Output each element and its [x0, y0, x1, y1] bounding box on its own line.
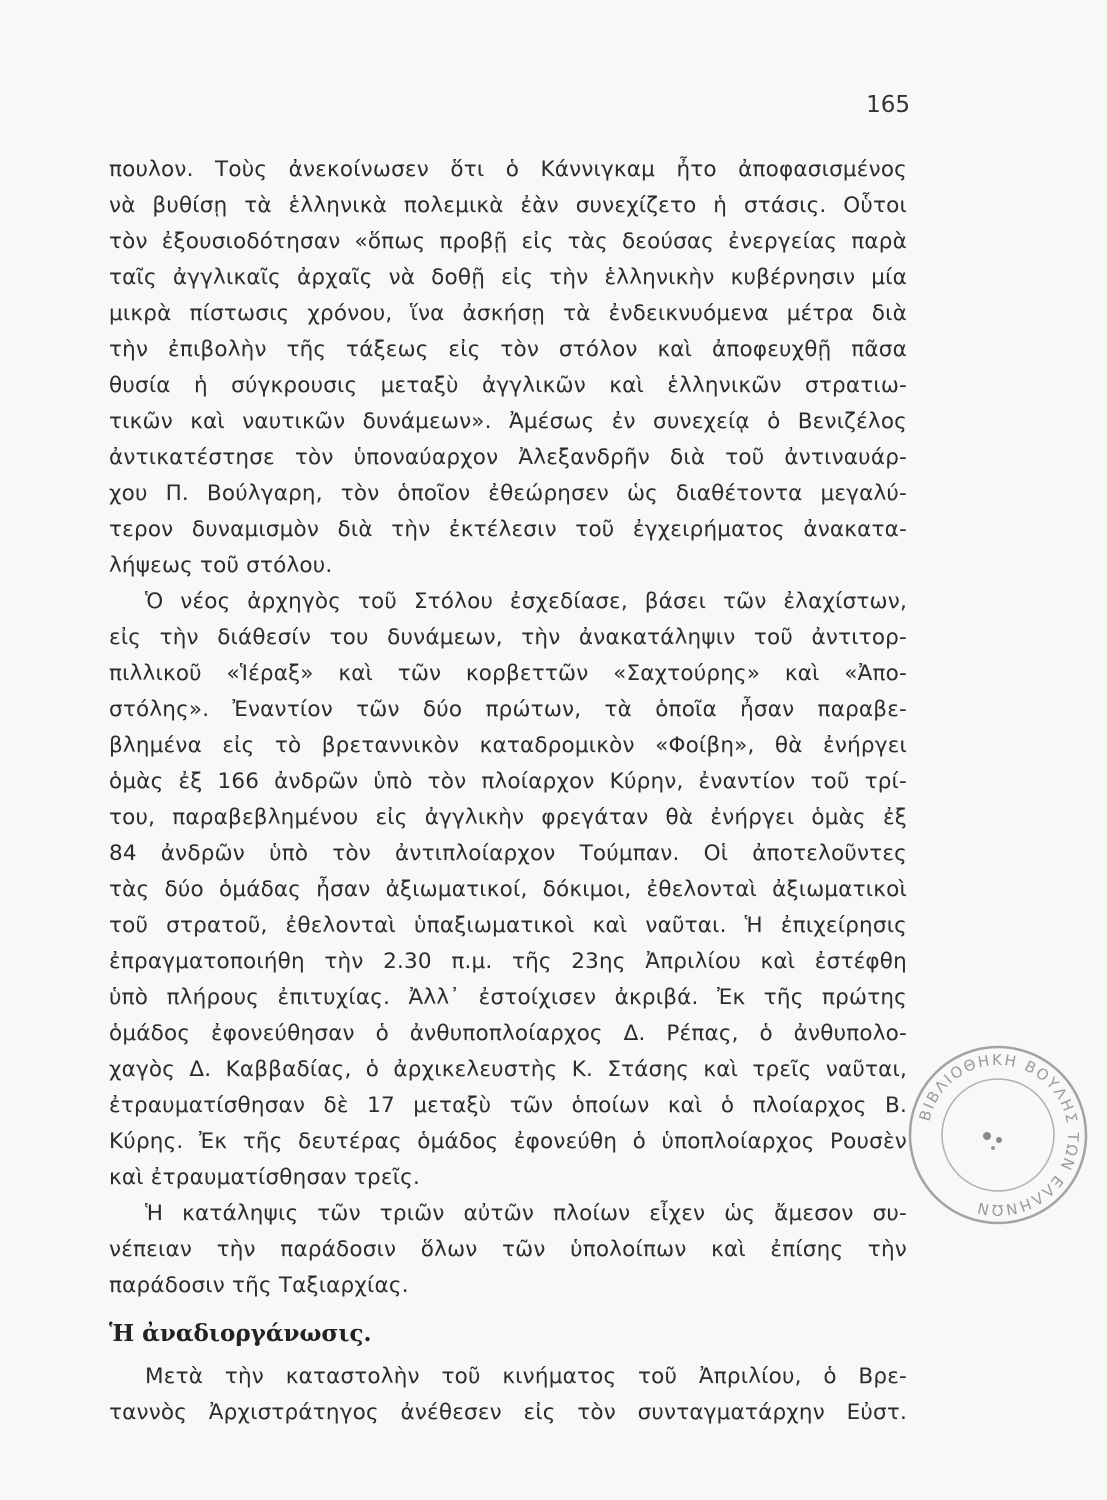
text-line: βλημένα εἰς τὸ βρεταννικὸν καταδρομικὸν «Φοίβη», θὰ ἐνήργει	[109, 733, 907, 758]
text-line: Ἡ κατάληψις τῶν τριῶν αὐτῶν πλοίων εἶχεν ὡς ἄμεσον συ-	[145, 1201, 907, 1226]
text-line: χαγὸς Δ. Καββαδίας, ὁ ἀρχικελευστὴς Κ. Στάσης καὶ τρεῖς ναῦται,	[109, 1057, 907, 1082]
text-line: ταῖς ἀγγλικαῖς ἀρχαῖς νὰ δοθῇ εἰς τὴν ἑλληνικὴν κυβέρνησιν μία	[109, 265, 907, 290]
text-line: νέπειαν τὴν παράδοσιν ὅλων τῶν ὑπολοίπων καὶ ἐπίσης τὴν	[109, 1237, 907, 1262]
page-number: 165	[866, 92, 910, 118]
stamp-inner-ring	[942, 1079, 1054, 1191]
text-line: νὰ βυθίσῃ τὰ ἑλληνικὰ πολεμικὰ ἐὰν συνεχίζετο ἡ στάσις. Οὗτοι	[109, 193, 907, 218]
text-line: μικρὰ πίστωσις χρόνου, ἵνα ἀσκήσῃ τὰ ἐνδεικνυόμενα μέτρα διὰ	[109, 301, 907, 326]
text-line: χου Π. Βούλγαρη, τὸν ὁποῖον ἐθεώρησεν ὡς διαθέτοντα μεγαλύ-	[109, 481, 907, 506]
text-line: 84 ἀνδρῶν ὑπὸ τὸν ἀντιπλοίαρχον Τούμπαν. Οἱ ἀποτελοῦντες	[109, 841, 907, 866]
text-line: τικῶν καὶ ναυτικῶν δυνάμεων». Ἀμέσως ἐν συνεχείᾳ ὁ Βενιζέλος	[109, 409, 907, 434]
stamp-text: ΒΙΒΛΙΟΘΗΚΗ ΒΟΥΛΗΣ ΤΩΝ ΕΛΛΗΝΩΝ	[915, 1050, 1083, 1220]
text-line: ταννὸς Ἀρχιστράτηγος ἀνέθεσεν εἰς τὸν συνταγματάρχην Εὐστ.	[109, 1400, 907, 1425]
text-line: καὶ ἐτραυματίσθησαν τρεῖς.	[109, 1165, 421, 1190]
text-line: πιλλικοῦ «Ἱέραξ» καὶ τῶν κορβεττῶν «Σαχτούρης» καὶ «Ἀπο-	[109, 661, 907, 686]
text-line: ὁμάδος ἐφονεύθησαν ὁ ἀνθυποπλοίαρχος Δ. Ρέπας, ὁ ἀνθυπολο-	[109, 1021, 907, 1046]
text-line: εἰς τὴν διάθεσίν του δυνάμεων, τὴν ἀνακατάληψιν τοῦ ἀντιτορ-	[109, 625, 907, 650]
text-line: τὰς δύο ὁμάδας ἦσαν ἀξιωματικοί, δόκιμοι, ἐθελονταὶ ἀξιωματικοὶ	[109, 877, 907, 902]
text-line: πουλον. Τοὺς ἀνεκοίνωσεν ὅτι ὁ Κάννιγκαμ ἦτο ἀποφασισμένος	[109, 157, 907, 182]
text-line: του, παραβεβλημένου εἰς ἀγγλικὴν φρεγάταν θὰ ἐνήργει ὁμὰς ἐξ	[109, 805, 907, 830]
text-line: ἀντικατέστησε τὸν ὑποναύαρχον Ἀλεξανδρῆν διὰ τοῦ ἀντιναυάρ-	[109, 445, 907, 470]
text-line: ὑπὸ πλήρους ἐπιτυχίας. Ἀλλ᾽ ἐστοίχισεν ἀκριβά. Ἐκ τῆς πρώτης	[109, 985, 907, 1010]
stamp-emblem	[983, 1132, 991, 1140]
library-stamp	[903, 1040, 1093, 1230]
text-line: Κύρης. Ἐκ τῆς δευτέρας ὁμάδος ἐφονεύθη ὁ ὑποπλοίαρχος Ρουσὲν	[109, 1129, 907, 1154]
stamp-outer-ring	[910, 1047, 1086, 1223]
text-line: Ὁ νέος ἀρχηγὸς τοῦ Στόλου ἐσχεδίασε, βάσει τῶν ἐλαχίστων,	[145, 589, 907, 614]
text-line: Μετὰ τὴν καταστολὴν τοῦ κινήματος τοῦ Ἀπριλίου, ὁ Βρε-	[145, 1364, 907, 1389]
text-line: ἐτραυματίσθησαν δὲ 17 μεταξὺ τῶν ὁποίων καὶ ὁ πλοίαρχος Β.	[109, 1093, 907, 1118]
text-line: στόλης». Ἐναντίον τῶν δύο πρώτων, τὰ ὁποῖα ἦσαν παραβε-	[109, 697, 907, 722]
text-line: ἐπραγματοποιήθη τὴν 2.30 π.μ. τῆς 23ης Ἀπριλίου καὶ ἐστέφθη	[109, 949, 907, 974]
text-line: παράδοσιν τῆς Ταξιαρχίας.	[109, 1273, 409, 1298]
text-line: τὴν ἐπιβολὴν τῆς τάξεως εἰς τὸν στόλον καὶ ἀποφευχθῇ πᾶσα	[109, 337, 907, 362]
stamp-emblem	[991, 1146, 995, 1150]
text-line: τὸν ἐξουσιοδότησαν «ὅπως προβῇ εἰς τὰς δεούσας ἐνεργείας παρὰ	[109, 229, 907, 254]
text-line: τερον δυναμισμὸν διὰ τὴν ἐκτέλεσιν τοῦ ἐγχειρήματος ἀνακατα-	[109, 517, 907, 542]
text-line: λήψεως τοῦ στόλου.	[109, 553, 333, 578]
text-line: τοῦ στρατοῦ, ἐθελονταὶ ὑπαξιωματικοὶ καὶ ναῦται. Ἡ ἐπιχείρησις	[109, 913, 907, 938]
text-line: ὁμὰς ἐξ 166 ἀνδρῶν ὑπὸ τὸν πλοίαρχον Κύρην, ἐναντίον τοῦ τρί-	[109, 769, 907, 794]
section-heading: Ἡ ἀναδιοργάνωσις.	[109, 1320, 372, 1347]
text-line: θυσία ἡ σύγκρουσις μεταξὺ ἀγγλικῶν καὶ ἑλληνικῶν στρατιω-	[109, 373, 907, 398]
stamp-emblem	[996, 1137, 1002, 1143]
